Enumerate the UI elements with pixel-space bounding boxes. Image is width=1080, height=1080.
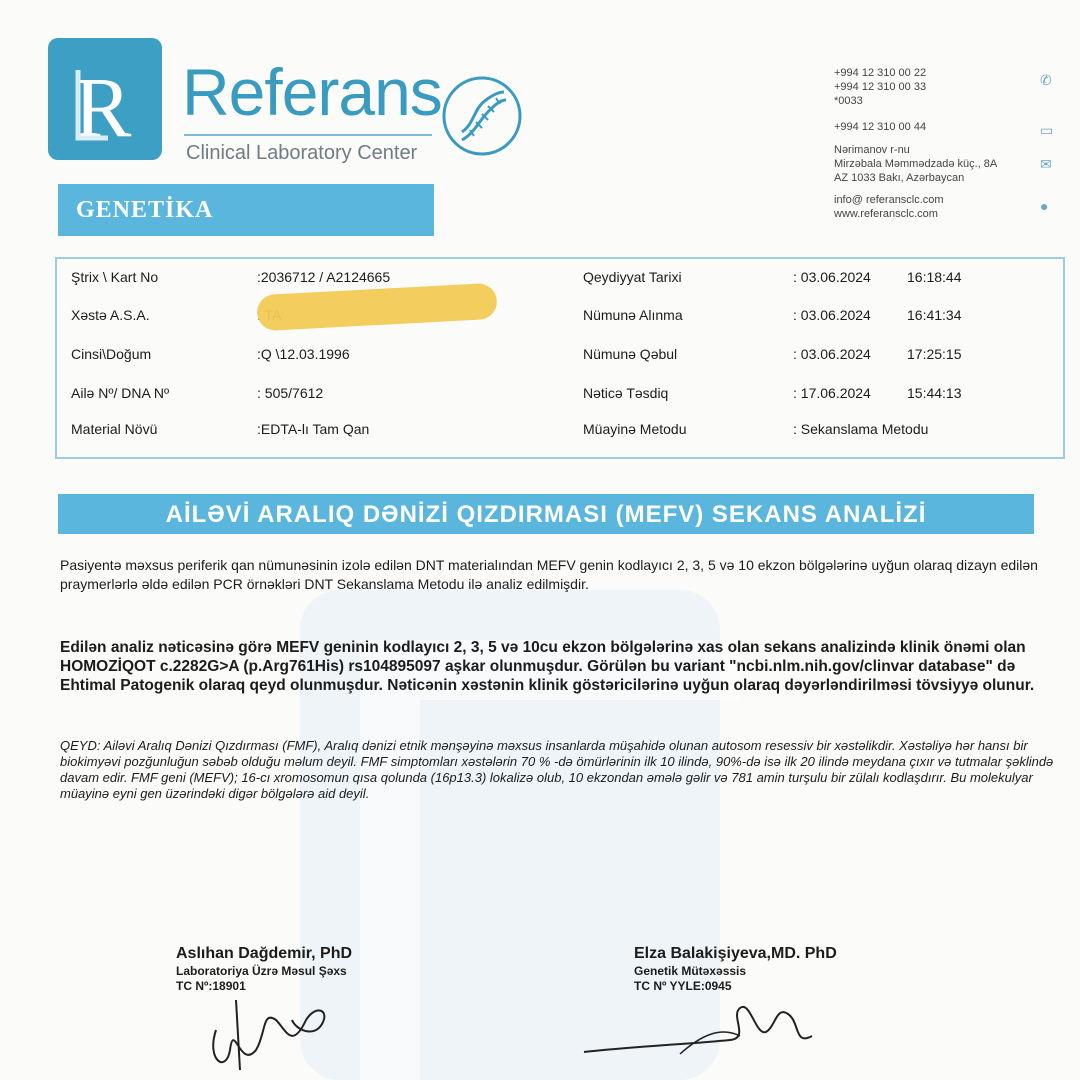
info-label: Cinsi\Doğum [71, 346, 152, 362]
info-time: 17:25:15 [907, 346, 962, 362]
mail-icon: ✉ [1040, 156, 1052, 172]
section-label: GENETİKA [58, 184, 434, 236]
patient-info-table [55, 257, 1065, 459]
signature-block [176, 946, 352, 994]
info-date: : 03.06.2024 [793, 269, 871, 285]
info-label: Qeydiyyat Tarixi [583, 269, 682, 285]
signer-role: Genetik Mütəxəssis [634, 964, 747, 978]
brand-divider [184, 134, 432, 136]
signature-scribble [196, 990, 356, 1076]
info-time: 16:18:44 [907, 269, 962, 285]
info-date: : 17.06.2024 [793, 385, 871, 401]
analysis-title: AİLƏVİ ARALIQ DƏNİZİ QIZDIRMASI (MEFV) SEKANS ANALİZİ [58, 494, 1034, 534]
info-label: Xəstə A.S.A. [71, 307, 150, 323]
globe-icon: ● [1040, 198, 1049, 214]
info-value: : 505/7612 [257, 385, 324, 401]
analysis-result: Edilən analiz nəticəsinə görə MEFV geninin kodlayıcı 2, 3, 5 və 10cu ekzon bölgələrinə xas olan sekans analizində klinik önəmi olan HOMOZİQOT c.2282G>A (p.Arg761His) rs104895097 aşkar olunmuşdur. Görülən bu variant "ncbi.nlm.nih.gov/clinvar database" də Ehtimal Patogenik olaraq qeyd olunmuşdur. Nəticənin xəstənin klinik göstəricilərinə uyğun olaraq dəyərləndirilməsi tövsiyyə olunur. [60, 639, 1035, 694]
info-row [57, 421, 1063, 451]
fax-icon: ▭ [1040, 122, 1054, 138]
svg-text:R: R [74, 59, 132, 155]
brand-name: Referans [182, 55, 442, 129]
phone-line: +994 12 310 00 22 [834, 67, 927, 79]
info-value: :Q \12.03.1996 [257, 346, 350, 362]
info-row [57, 269, 1063, 299]
phone-icon: ✆ [1040, 72, 1052, 88]
info-label: Nümunə Qəbul [583, 346, 678, 362]
info-time: 16:41:34 [907, 307, 962, 323]
logo-badge [48, 38, 162, 160]
info-label: Ştrix \ Kart No [71, 269, 159, 285]
info-value: :EDTA-lı Tam Qan [257, 421, 370, 437]
signer-id: TC Nº YYLE:0945 [634, 979, 732, 993]
signer-name: Elza Balakişiyeva,MD. PhD [634, 945, 837, 962]
contact-block [834, 66, 997, 221]
info-row [57, 307, 1063, 337]
info-label: Nümunə Alınma [583, 307, 683, 323]
signer-id: TC Nº:18901 [176, 979, 246, 993]
signature-block [634, 946, 837, 994]
address-line: Mirzəbala Məmmədzadə küç., 8A [834, 158, 998, 170]
signer-name: Aslıhan Dağdemir, PhD [176, 945, 353, 962]
phone-line: *0033 [834, 95, 863, 107]
website-line: www.referansclc.com [834, 208, 938, 220]
analysis-intro: Pasiyentə məxsus periferik qan nümunəsinin izolə edilən DNT materialından MEFV genin kodlayıcı 2, 3, 5 və 10 ekzon bölgələrinə uyğun olaraq dizayn edilən praymerlərlə əldə edilən PCR örnəkləri DNT Sekanslama Metodu ilə analiz edilmişdir. [60, 557, 1038, 592]
brand-subtitle: Clinical Laboratory Center [186, 142, 418, 164]
info-value: :2036712 / A2124665 [257, 269, 391, 285]
signer-role: Laboratoriya Üzrə Məsul Şəxs [176, 964, 347, 978]
phone-line: +994 12 310 00 33 [834, 81, 927, 93]
email-line: info@ referansclc.com [834, 194, 944, 206]
info-row [57, 385, 1063, 415]
info-label: Material Növü [71, 421, 158, 437]
dna-icon [440, 74, 524, 158]
info-time: 15:44:13 [907, 385, 962, 401]
signature-scribble [580, 996, 820, 1066]
info-date: : 03.06.2024 [793, 346, 871, 362]
info-label: Nəticə Təsdiq [583, 385, 669, 401]
analysis-note: QEYD: Ailəvi Aralıq Dənizi Qızdırması (FMF), Aralıq dənizi etnik mənşəyinə məxsus insanlarda müşahidə olunan autosom resessiv bir xəstəlikdir. Xəstəliyə hər hansı bir biokimyəvi pozğunluğun səbəb olduğu məlum deyil. FMF simptomları xəstələrin 70 % -də ömürlərinin ilk 10 ilində, 90%-də isə ilk 20 ilində meydana çıxır və tutmalar şəklində davam edir. FMF geni (MEFV); 16-cı xromosomun qısa qolunda (16p13.3) lokalizə olub, 10 ekzondan əmələ gəlir və 781 amin turşulu bir zülalı kodlaşdırır. Bu molekulyar müayinə eyni gen üzərindəki digər bölgələrə aid deyil. [60, 738, 1054, 801]
fax-line: +994 12 310 00 44 [834, 121, 927, 133]
info-label: Müayinə Metodu [583, 421, 687, 437]
address-line: AZ 1033 Bakı, Azərbaycan [834, 172, 965, 184]
info-row [57, 346, 1063, 376]
info-method: : Sekanslama Metodu [793, 421, 929, 437]
address-line: Nərimanov r-nu [834, 144, 910, 156]
info-label: Ailə Nº/ DNA Nº [71, 385, 170, 401]
info-date: : 03.06.2024 [793, 307, 871, 323]
logo-icon [48, 38, 162, 160]
